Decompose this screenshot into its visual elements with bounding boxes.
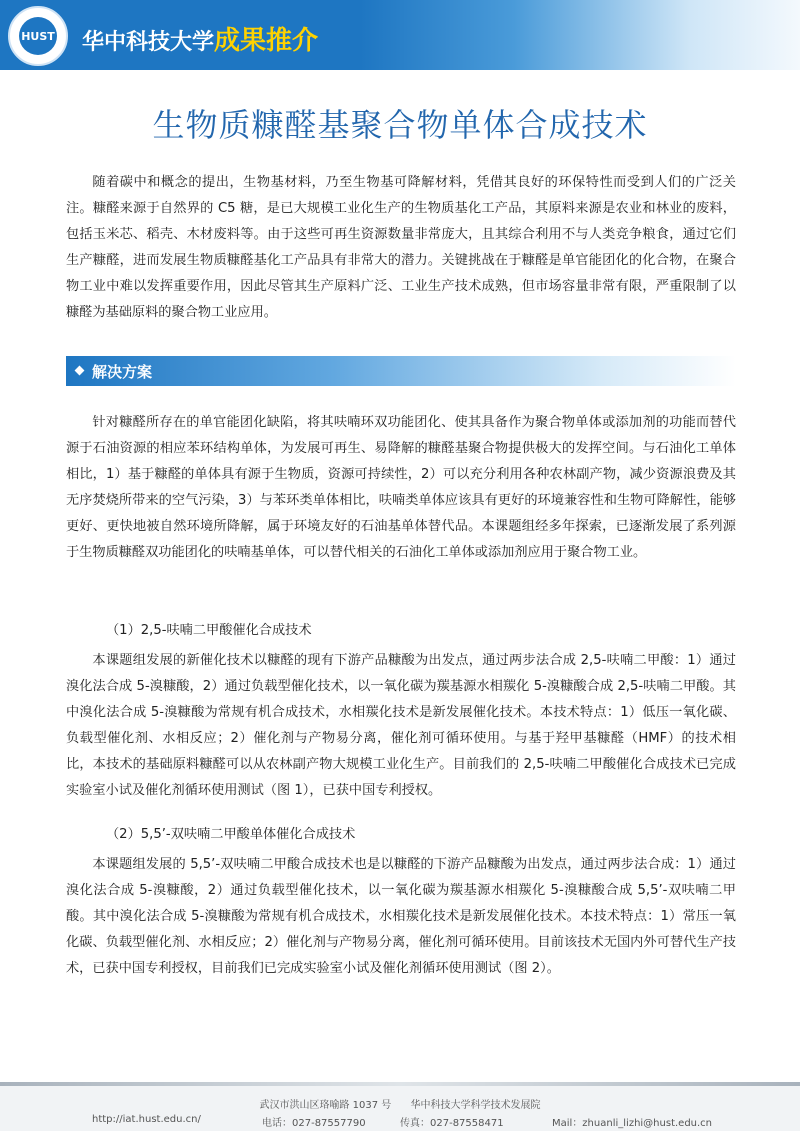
logo-emblem — [19, 17, 57, 55]
section-title: 解决方案 — [92, 363, 153, 381]
header-brand: 成果推介 — [214, 26, 319, 56]
diamond-bullet-icon — [75, 366, 85, 376]
subsection-title-2: （2）5,5’-双呋喃二甲酸单体催化合成技术 — [106, 827, 356, 842]
subsection-paragraph-2: 本课题组发展的 5,5’-双呋喃二甲酸合成技术也是以糠醛的下游产品糠酸为出发点，通过两步法合成：1）通过溴化法合成 5-溴糠酸，2）通过负载型催化技术，以一氧化碳为羰基源水相羰化 5-溴糠酸合成 5,5’-双呋喃二甲酸。其中溴化法合成 5-溴糠酸为常规有机合成技术，水相羰化技术是新发展催化技术。本技术特点：1）常压一氧化碳、负载型催化剂、水相反应；2）催化剂与产物易分离，催化剂可循环使用。目前该技术无国内外可替代生产技术，已获中国专利授权，目前我们已完成实验室小试及催化剂循环使用测试（图 2）。 — [66, 857, 736, 976]
header-title — [82, 20, 318, 57]
subsection-paragraph-1: 本课题组发展的新催化技术以糠醛的现有下游产品糠酸为出发点，通过两步法合成 2,5-呋喃二甲酸：1）通过溴化法合成 5-溴糠酸，2）通过负载型催化技术，以一氧化碳为羰基源水相羰化 5-溴糠酸合成 2,5-呋喃二甲酸。其中溴化法合成 5-溴糠酸为常规有机合成技术，水相羰化技术是新发展催化技术。本技术特点：1）低压一氧化碳、负载型催化剂、水相反应；2）催化剂与产物易分离，催化剂可循环使用。与基于羟甲基糠醛（HMF）的技术相比，本技术的基础原料糠醛可以从农林副产物大规模工业化生产。目前我们的 2,5-呋喃二甲酸催化合成技术已完成实验室小试及催化剂循环使用测试（图 1），已获中国专利授权。 — [66, 653, 736, 798]
header-gradient — [360, 0, 800, 70]
footer-address-line — [0, 1096, 800, 1111]
intro-paragraph: 随着碳中和概念的提出，生物基材料，乃至生物基可降解材料，凭借其良好的环保特性而受到人们的广泛关注。糠醛来源于自然界的 C5 糖，是已大规模工业化生产的生物质基化工产品，其原料来源是农业和林业的废料，包括玉米芯、稻壳、木材废料等。由于这些可再生资源数量非常庞大，且其综合利用不与人类竞争粮食，通过它们生产糠醛，进而发展生物质糠醛基化工产品具有非常大的潜力。关键挑战在于糠醛是单官能团化的化合物，在聚合物工业中难以发挥重要作用，因此尽管其生产原料广泛、工业生产技术成熟，但市场容量非常有限，严重限制了以糠醛为基础原料的聚合物工业应用。 — [66, 175, 736, 320]
footer — [0, 1082, 800, 1131]
logo-text: HUST — [21, 29, 55, 43]
footer-website-link[interactable]: http://iat.hust.edu.cn/ — [92, 1114, 201, 1125]
page-title: 生物质糠醛基聚合物单体合成技术 — [152, 106, 648, 144]
solution-paragraph: 针对糠醛所存在的单官能团化缺陷，将其呋喃环双功能团化、使其具备作为聚合物单体或添加剂的功能而替代源于石油资源的相应苯环结构单体，为发展可再生、易降解的糠醛基聚合物提供极大的发挥空间。与石油化工单体相比，1）基于糠醛的单体具有源于生物质，资源可持续性，2）可以充分利用各种农林副产物，减少资源浪费及其无序焚烧所带来的空气污染，3）与苯环类单体相比，呋喃类单体应该具有更好的环境兼容性和生物可降解性，能够更好、更快地被自然环境所降解，属于环境友好的石油基单体替代品。本课题组经多年探索，已逐渐发展了系列源于生物质糠醛双功能团化的呋喃基单体，可以替代相关的石油化工单体或添加剂应用于聚合物工业。 — [66, 415, 736, 560]
footer-fax: 传真：027-87558471 — [400, 1118, 504, 1129]
footer-address: 武汉市洪山区珞喻路 1037 号 — [259, 1100, 392, 1111]
subsection-title-1: （1）2,5-呋喃二甲酸催化合成技术 — [106, 623, 312, 638]
footer-mail-link[interactable]: Mail：zhuanli_lizhi@hust.edu.cn — [552, 1118, 713, 1129]
footer-org: 华中科技大学科学技术发展院 — [410, 1100, 541, 1111]
header-university: 华中科技大学 — [82, 30, 215, 55]
university-logo-icon — [8, 6, 68, 66]
header-banner — [0, 0, 800, 70]
footer-phone: 电话：027-87557790 — [262, 1118, 366, 1129]
section-header-solution — [66, 356, 736, 386]
footer-band — [0, 1082, 800, 1086]
